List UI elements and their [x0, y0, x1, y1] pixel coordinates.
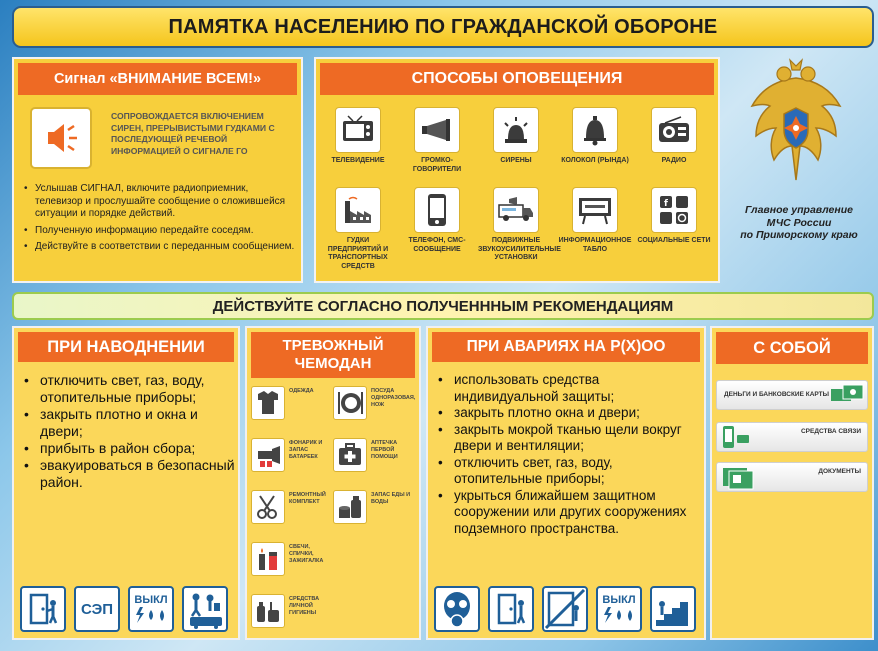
utilities-off-icon — [132, 606, 170, 624]
close-door-sign-icon — [20, 586, 66, 632]
take-card-title: ДОКУМЕНТЫ — [818, 468, 861, 475]
factory-icon — [335, 187, 381, 233]
notification-methods-panel — [314, 57, 720, 283]
org-line: по Приморскому краю — [740, 229, 858, 241]
method-tv — [320, 107, 396, 166]
method-label: ТЕЛЕВИДЕНИЕ — [331, 157, 385, 164]
bag-item-label: СВЕЧИ, СПИЧКИ, ЗАЖИГАЛКА — [289, 544, 324, 564]
gas-mask-icon — [434, 586, 480, 632]
tv-icon — [335, 107, 381, 153]
repair-kit-icon — [251, 490, 285, 524]
method-label: КОЛОКОЛ (РЫНДА) — [561, 157, 629, 164]
method-mobile-units — [478, 187, 561, 263]
accident-bullet: • укрыться ближайшем защитном сооружении или других сооружениях подземного пространства. — [436, 488, 702, 538]
social-icon — [651, 187, 697, 233]
svg-text:f: f — [664, 199, 668, 209]
chemical-accident-instructions — [436, 372, 702, 537]
notification-methods-heading: СПОСОБЫ ОПОВЕЩЕНИЯ — [320, 63, 714, 95]
flood-instructions — [22, 372, 236, 491]
action-banner — [12, 292, 874, 320]
accident-bullet: • закрыть плотно окна и двери; — [436, 405, 702, 422]
action-banner-text: ДЕЙСТВУЙТЕ СОГЛАСНО ПОЛУЧЕНННЫМ РЕКОМЕНДАЦИЯМ — [212, 297, 674, 315]
org-line: Главное управление — [745, 204, 853, 216]
bag-item-label: ФОНАРИК И ЗАПАС БАТАРЕЕК — [289, 440, 323, 460]
bag-item-label: АПТЕЧКА ПЕРВОЙ ПОМОЩИ — [371, 440, 398, 460]
shelter-stairs-icon — [650, 586, 696, 632]
bag-item — [251, 542, 331, 576]
board-icon — [572, 187, 618, 233]
hygiene-icon — [251, 594, 285, 628]
mchs-emblem-icon — [748, 58, 844, 188]
utilities-off-icon — [600, 606, 638, 624]
method-info-board — [557, 187, 633, 254]
loudspeaker-icon — [414, 107, 460, 153]
flashlight-icon — [251, 438, 285, 472]
flood-panel — [12, 326, 240, 640]
method-label: ГРОМКО-ГОВОРИТЕЛИ — [412, 157, 462, 173]
bag-item-label: РЕМОНТНЫЙ КОМПЛЕКТ — [289, 492, 326, 505]
method-label: РАДИО — [661, 157, 687, 164]
clothes-icon — [251, 386, 285, 420]
bag-item — [333, 386, 416, 420]
method-label: СИРЕНЫ — [500, 157, 532, 164]
method-phone-sms — [399, 187, 475, 254]
chemical-accident-panel — [426, 326, 706, 640]
method-label: ГУДКИ ПРЕДПРИЯТИЙ И ТРАНСПОРТНЫХ СРЕДСТВ — [327, 237, 389, 270]
siren-icon — [493, 107, 539, 153]
bag-item-label: ОДЕЖДА — [289, 388, 314, 394]
method-social — [636, 187, 712, 246]
van-icon — [493, 187, 539, 233]
method-label: СОЦИАЛЬНЫЕ СЕТИ — [637, 237, 711, 244]
method-label: ИНФОРМАЦИОННОЕ ТАБЛО — [558, 237, 632, 253]
emergency-bag-heading: ТРЕВОЖНЫЙ ЧЕМОДАН — [251, 332, 415, 378]
method-label: ТЕЛЕФОН, СМС-СООБЩЕНИЕ — [408, 237, 466, 253]
take-card-title: ДЕНЬГИ И БАНКОВСКИЕ КАРТЫ — [724, 391, 829, 398]
signal-bullet: • Полученную информацию передайте соседям. — [24, 225, 296, 238]
accident-bullet: • закрыть мокрой тканью щели вокруг двери и вентиляции; — [436, 422, 702, 455]
method-radio — [636, 107, 712, 166]
radio-icon — [651, 107, 697, 153]
take-card-mobile — [716, 422, 868, 452]
close-door-sign-icon — [488, 586, 534, 632]
signal-panel — [12, 57, 303, 283]
method-factory-horns — [320, 187, 396, 271]
seal-gaps-icon — [542, 586, 588, 632]
take-card-documents — [716, 462, 868, 492]
signal-description: СОПРОВОЖДАЕТСЯ ВКЛЮЧЕНИЕМ СИРЕН, ПРЕРЫВИСТЫМИ ГУДКАМИ С ПОСЛЕДУЮЩЕЙ РЕЧЕВОЙ ИНФОРМАЦИЕЙ О СИГНАЛЕ ГО — [111, 111, 275, 156]
power-off-sign — [596, 586, 642, 632]
flood-bullet: • эвакуироваться в безопасный район. — [22, 457, 236, 491]
take-with-you-heading: С СОБОЙ — [716, 332, 868, 364]
take-card-money — [716, 380, 868, 410]
take-with-you-panel — [710, 326, 874, 640]
loudspeaker-alert-icon — [30, 107, 92, 169]
bag-item-label: ПОСУДА ОДНОРАЗОВАЯ, НОЖ — [371, 388, 416, 408]
flood-heading: ПРИ НАВОДНЕНИИ — [18, 332, 234, 362]
documents-icon — [721, 466, 755, 490]
method-label: ПОДВИЖНЫЕ ЗВУКОУСИЛИТЕЛЬНЫЕ УСТАНОВКИ — [478, 237, 561, 261]
page-title-text: ПАМЯТКА НАСЕЛЕНИЮ ПО ГРАЖДАНСКОЙ ОБОРОНЕ — [168, 15, 718, 38]
flood-bullet: • прибыть в район сбора; — [22, 440, 236, 457]
method-sirens — [478, 107, 554, 166]
bag-item-label: ЗАПАС ЕДЫ И ВОДЫ — [371, 492, 411, 505]
sep-sign — [74, 586, 120, 632]
bag-item — [251, 386, 331, 420]
signal-bullet: • Услышав СИГНАЛ, включите радиоприемник, телевизор и прослушайте сообщение о сложившейся ситуации и порядке действий. — [24, 183, 296, 221]
money-icon — [829, 383, 865, 407]
bag-item-label: СРЕДСТВА ЛИЧНОЙ ГИГИЕНЫ — [289, 596, 320, 616]
flood-bullet: • отключить свет, газ, воду, отопительные приборы; — [22, 372, 236, 406]
signal-bullet: • Действуйте в соответствии с переданным сообщением. — [24, 241, 296, 254]
food-icon — [333, 490, 367, 524]
bag-item — [251, 438, 331, 472]
accident-bullet: • использовать средства индивидуальной защиты; — [436, 372, 702, 405]
page-title — [12, 6, 874, 48]
method-loudspeakers — [399, 107, 475, 174]
chemical-accident-heading: ПРИ АВАРИЯХ НА Р(Х)ОО — [432, 332, 700, 362]
bell-icon — [572, 107, 618, 153]
bag-item — [251, 594, 331, 628]
power-off-label: ВЫКЛ — [134, 593, 168, 606]
org-line: МЧС России — [766, 216, 832, 229]
evacuation-bus-icon — [182, 586, 228, 632]
signal-instructions — [24, 183, 296, 258]
bag-item — [333, 490, 413, 524]
bag-item — [333, 438, 413, 472]
accident-bullet: • отключить свет, газ, воду, отопительные приборы; — [436, 455, 702, 488]
dishes-icon — [333, 386, 367, 420]
power-off-label: ВЫКЛ — [602, 593, 636, 606]
organization-name — [725, 204, 873, 242]
first-aid-icon — [333, 438, 367, 472]
emergency-bag-panel — [245, 326, 421, 640]
power-off-sign — [128, 586, 174, 632]
mobile-icon — [721, 425, 751, 451]
bag-item — [251, 490, 331, 524]
take-card-title: СРЕДСТВА СВЯЗИ — [800, 428, 861, 435]
phone-icon — [414, 187, 460, 233]
candles-icon — [251, 542, 285, 576]
signal-heading: Сигнал «ВНИМАНИЕ ВСЕМ!» — [18, 63, 297, 95]
flood-bullet: • закрыть плотно и окна и двери; — [22, 406, 236, 440]
sep-label: СЭП — [80, 600, 114, 618]
method-bell — [557, 107, 633, 166]
